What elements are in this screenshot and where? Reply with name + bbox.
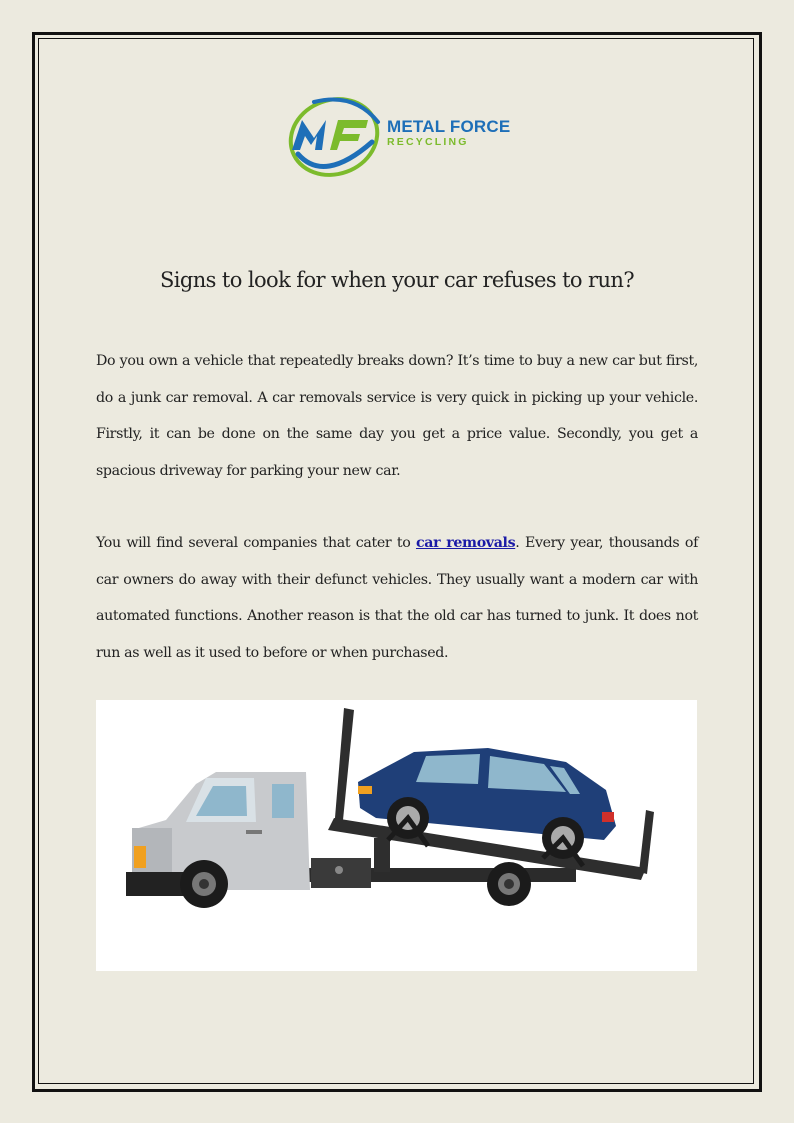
tow-truck-illustration	[96, 700, 697, 971]
logo-name: METAL FORCE	[387, 117, 511, 136]
paragraph-2	[96, 525, 698, 671]
paragraph-2-text-start: You will find several companies that cater to	[96, 535, 416, 551]
logo-wordmark	[387, 118, 510, 148]
tow-truck-car-icon	[96, 700, 697, 971]
car-removals-link[interactable]: car removals	[415, 535, 516, 551]
article-title: Signs to look for when your car refuses to run?	[159, 268, 634, 292]
paragraph-1: Do you own a vehicle that repeatedly breaks down? It’s time to buy a new car but first, do a junk car removal. A car removals service is very quick in picking up your vehicle. Firstly, it can be done on the same day you get a price value. Secondly, you get a spacious driveway for parking your new car.	[96, 353, 698, 479]
paragraph-2-text-end: . Every year, thousands of car owners do away with their defunct vehicles. They usually want a modern car with automated functions. Another reason is that the old car has turned to junk. It does not run as well as it used to before or when purchased.	[96, 535, 699, 661]
logo-tagline: RECYCLING	[387, 136, 469, 148]
